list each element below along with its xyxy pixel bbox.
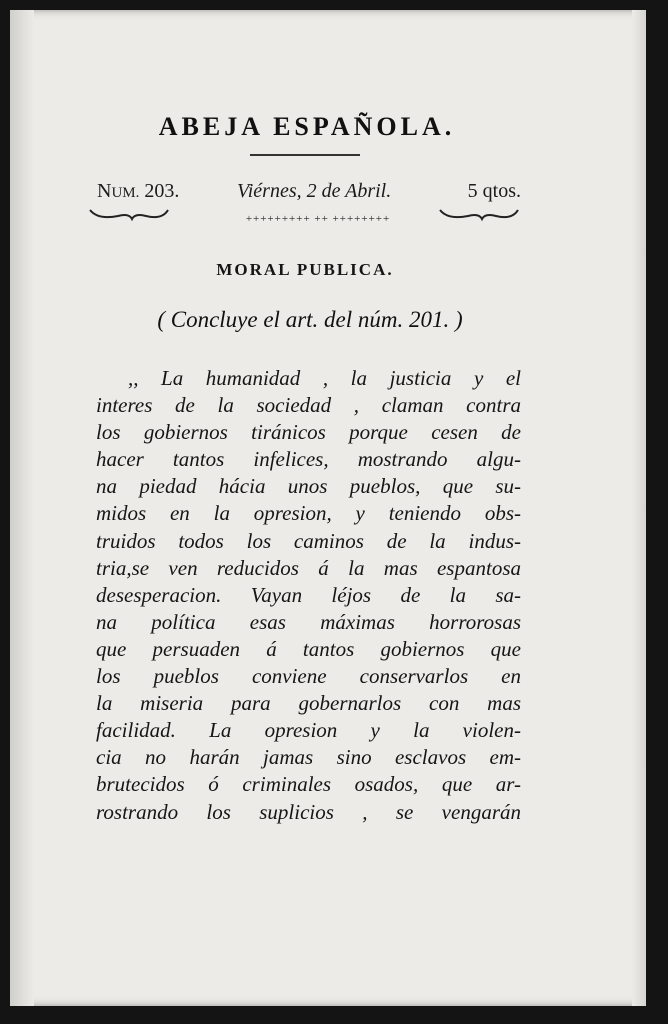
issue-number-prefix: N [97,180,112,202]
text-line: ,, La humanidad , la justicia y el [128,366,521,390]
text-line: na piedad hácia unos pueblos, que su- [96,474,521,499]
text-line: midos en la opresion, y teniendo obs- [96,501,521,526]
right-swash-ornament [438,206,520,222]
section-title: MORAL PUBLICA. [216,260,394,279]
text-line: desesperacion. Vayan léjos de la sa- [96,582,521,607]
issue-number [97,180,179,203]
masthead-rule [250,154,360,156]
issue-date: Viérnes, 2 de Abril. [237,180,392,202]
masthead-title: ABEJA ESPAÑOLA. [158,112,456,141]
section-subtitle: ( Concluye el art. del núm. 201. ) [157,307,463,332]
issue-number-caps: UM. [111,185,140,201]
left-swash-ornament [88,206,170,222]
text-line: tria,se ven reducidos á la mas espantosa [96,555,521,580]
book-page [10,10,646,1006]
text-line: los gobiernos tiránicos porque cesen de [96,420,521,445]
text-line: brutecidos ó criminales osados, que ar- [96,772,521,797]
issue-price: 5 qtos. [467,180,521,202]
ornament-divider: +++++++++ ++ ++++++++ [245,213,391,225]
text-line: la miseria para gobernarlos con mas [96,691,521,716]
text-line: los pueblos conviene conservarlos en [96,664,521,689]
issue-number-value: 203. [139,180,180,202]
text-line: que persuaden á tantos gobiernos que [96,636,521,661]
text-line: facilidad. La opresion y la violen- [96,718,521,743]
body-paragraph [96,365,521,826]
page-edge [632,10,646,1006]
text-line: na política esas máximas horrorosas [96,609,521,634]
issue-line [97,180,521,206]
text-line: cia no harán jamas sino esclavos em- [96,745,521,770]
text-line: interes de la sociedad , claman contra [96,393,521,418]
text-line: truidos todos los caminos de la indus- [96,528,521,553]
text-line: hacer tantos infelices, mostrando algu- [96,447,521,472]
text-line: rostrando los suplicios , se vengarán [96,799,521,824]
page-gutter [10,10,34,1006]
